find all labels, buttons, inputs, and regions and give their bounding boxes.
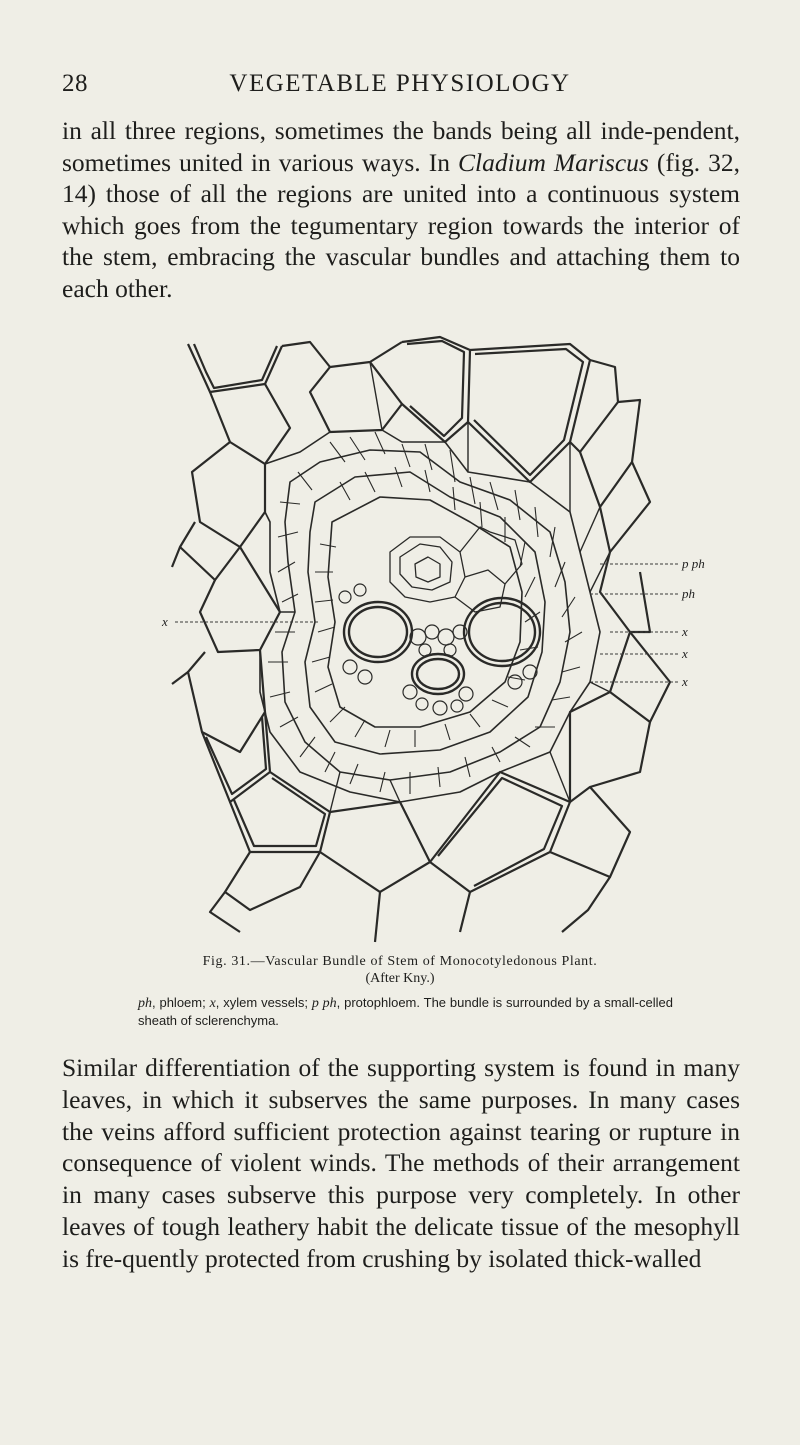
label-phloem: ph xyxy=(682,586,695,601)
vascular-bundle-figure xyxy=(162,332,720,942)
phloem-region xyxy=(390,527,522,612)
page-header xyxy=(62,70,738,110)
paragraph-bottom: Similar differentiation of the supporting system is found in many leaves, in which it subserves the same purposes. In many cases the veins afford sufficient protection against tearing or rupture in consequence of violent winds. The methods of their arrangement in many cases subserve this purpose very completely. In other leaves of tough leathery habit the delicate tissue of the mesophyll is fre-quently protected from crushing by isolated thick-walled xyxy=(62,1053,740,1273)
paragraph-top-start: in all three regions, sometimes the bands being all inde-pendent, sometimes united in various ways. In xyxy=(62,116,740,177)
vascular-bundle-drawing xyxy=(162,332,720,942)
label-xylem-1: x xyxy=(682,624,688,639)
outer-parenchyma-cells xyxy=(172,337,670,942)
paragraph-top-end: (fig. 32, 14) those of all the regions are united into a continuous system which goes from the tegumentary region towards the interior of the stem, embracing the vascular bundles and attaching them to each other. xyxy=(62,147,740,303)
figure-legend: ph, phloem; x, xylem vessels; p ph, protophloem. The bundle is surrounded by a small-celled sheath of sclerenchyma. xyxy=(138,995,673,1028)
sclerenchyma-sheath xyxy=(260,430,600,802)
legend-text-protophloem: protophloem xyxy=(344,995,417,1010)
running-head: VEGETABLE PHYSIOLOGY xyxy=(229,70,571,97)
legend-abbr-phloem: ph xyxy=(138,996,152,1011)
label-xylem-2: x xyxy=(682,646,688,661)
page-number: 28 xyxy=(62,70,88,97)
label-xylem-3: x xyxy=(682,674,688,689)
paragraph-top xyxy=(62,115,740,304)
species-name: Cladium Mariscus xyxy=(458,147,649,177)
legend-abbr-protophloem: p ph xyxy=(311,996,337,1011)
label-protophloem: p ph xyxy=(682,556,705,571)
legend-note: The bundle is surrounded by a small-celled sheath of sclerenchyma. xyxy=(138,995,673,1028)
figure-caption-title: Fig. 31.—Vascular Bundle of Stem of Monocotyledonous Plant. xyxy=(202,954,598,969)
xylem-vessels xyxy=(344,598,540,694)
legend-text-phloem: phloem xyxy=(159,995,203,1010)
legend-abbr-xylem: x xyxy=(209,996,216,1011)
label-xylem-left: x xyxy=(162,614,168,629)
figure-caption-source: (After Kny.) xyxy=(365,971,435,986)
legend-text-xylem: xylem vessels xyxy=(223,995,305,1010)
